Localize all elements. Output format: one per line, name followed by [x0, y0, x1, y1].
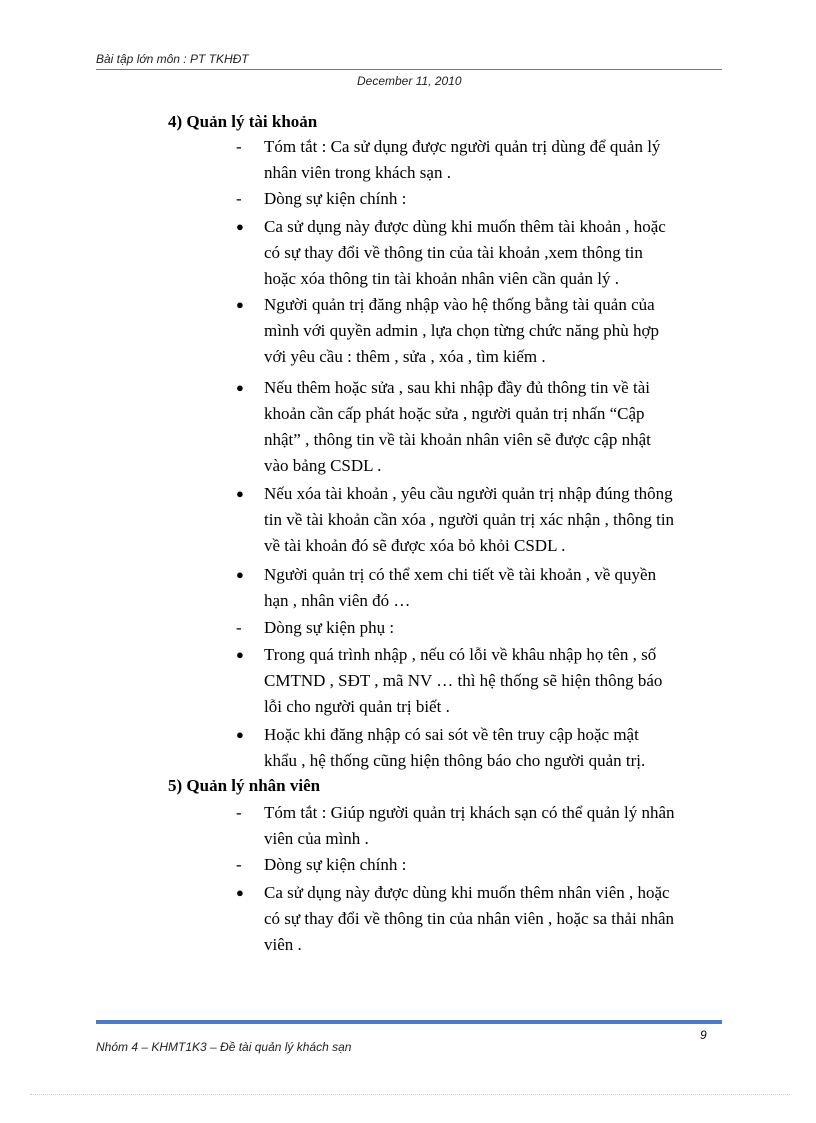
section-heading: 4) Quản lý tài khoản	[168, 112, 318, 131]
footer-text: Nhóm 4 – KHMT1K3 – Đề tài quản lý khách sạn	[96, 1040, 352, 1054]
section-heading: 5) Quản lý nhân viên	[168, 776, 321, 795]
item-text: Nếu thêm hoặc sửa , sau khi nhập đầy đủ thông tin về tài khoản cần cấp phát hoặc sửa , người quản trị nhấn “Cập nhật” , thông tin về tài khoản nhân viên sẽ được cập nhật vào bảng CSDL .	[264, 378, 651, 475]
bullet-marker: ●	[236, 219, 244, 234]
item-text: Ca sử dụng này được dùng khi muốn thêm tài khoản , hoặc có sự thay đổi về thông tin của tài khoản ,xem thông tin hoặc xóa thông tin tài khoản nhân viên cần quản lý .	[264, 217, 666, 288]
bullet-marker: ●	[236, 567, 244, 582]
item-text: Hoặc khi đăng nhập có sai sót về tên truy cập hoặc mật khẩu , hệ thống cũng hiện thông báo cho người quản trị.	[264, 725, 646, 770]
item-text: Dòng sự kiện chính :	[264, 855, 407, 874]
item-text: Người quản trị có thể xem chi tiết về tài khoản , về quyền hạn , nhân viên đó …	[264, 565, 657, 610]
bullet-marker: ●	[236, 647, 244, 662]
item-text: Người quản trị đăng nhập vào hệ thống bằng tài quản của mình với quyền admin , lựa chọn từng chức năng phù hợp với yêu cầu : thêm , sửa , xóa , tìm kiếm .	[264, 295, 660, 366]
document-date: December 11, 2010	[357, 74, 462, 88]
footer-divider	[96, 1020, 722, 1024]
course-title: Bài tập lớn môn : PT TKHĐT	[96, 52, 249, 66]
dash-marker: -	[236, 137, 242, 156]
item-text: Dòng sự kiện chính :	[264, 189, 407, 208]
item-text: Dòng sự kiện phụ :	[264, 618, 395, 637]
bullet-marker: ●	[236, 727, 244, 742]
item-text: Tóm tắt : Ca sử dụng được người quản trị dùng để quản lý nhân viên trong khách sạn .	[264, 137, 661, 182]
item-text: Nếu xóa tài khoản , yêu cầu người quản trị nhập đúng thông tin về tài khoản cần xóa , người quản trị xác nhận , thông tin về tài khoản đó sẽ được xóa bỏ khỏi CSDL .	[264, 484, 675, 555]
page-number: 9	[700, 1028, 707, 1042]
dash-marker: -	[236, 618, 242, 637]
dash-marker: -	[236, 855, 242, 874]
item-text: Trong quá trình nhập , nếu có lỗi về khâu nhập họ tên , số CMTND , SĐT , mã NV … thì hệ thống sẽ hiện thông báo lỗi cho người quản trị biết .	[264, 645, 663, 716]
bullet-marker: ●	[236, 297, 244, 312]
bullet-marker: ●	[236, 380, 244, 395]
header-divider	[96, 69, 722, 70]
item-text: Ca sử dụng này được dùng khi muốn thêm nhân viên , hoặc có sự thay đổi về thông tin của nhân viên , hoặc sa thải nhân viên .	[264, 883, 675, 954]
bullet-marker: ●	[236, 885, 244, 900]
item-text: Tóm tắt : Giúp người quản trị khách sạn có thể quản lý nhân viên của mình .	[264, 803, 675, 848]
bullet-marker: ●	[236, 486, 244, 501]
dash-marker: -	[236, 803, 242, 822]
page-bottom-border	[30, 1094, 790, 1095]
dash-marker: -	[236, 189, 242, 208]
